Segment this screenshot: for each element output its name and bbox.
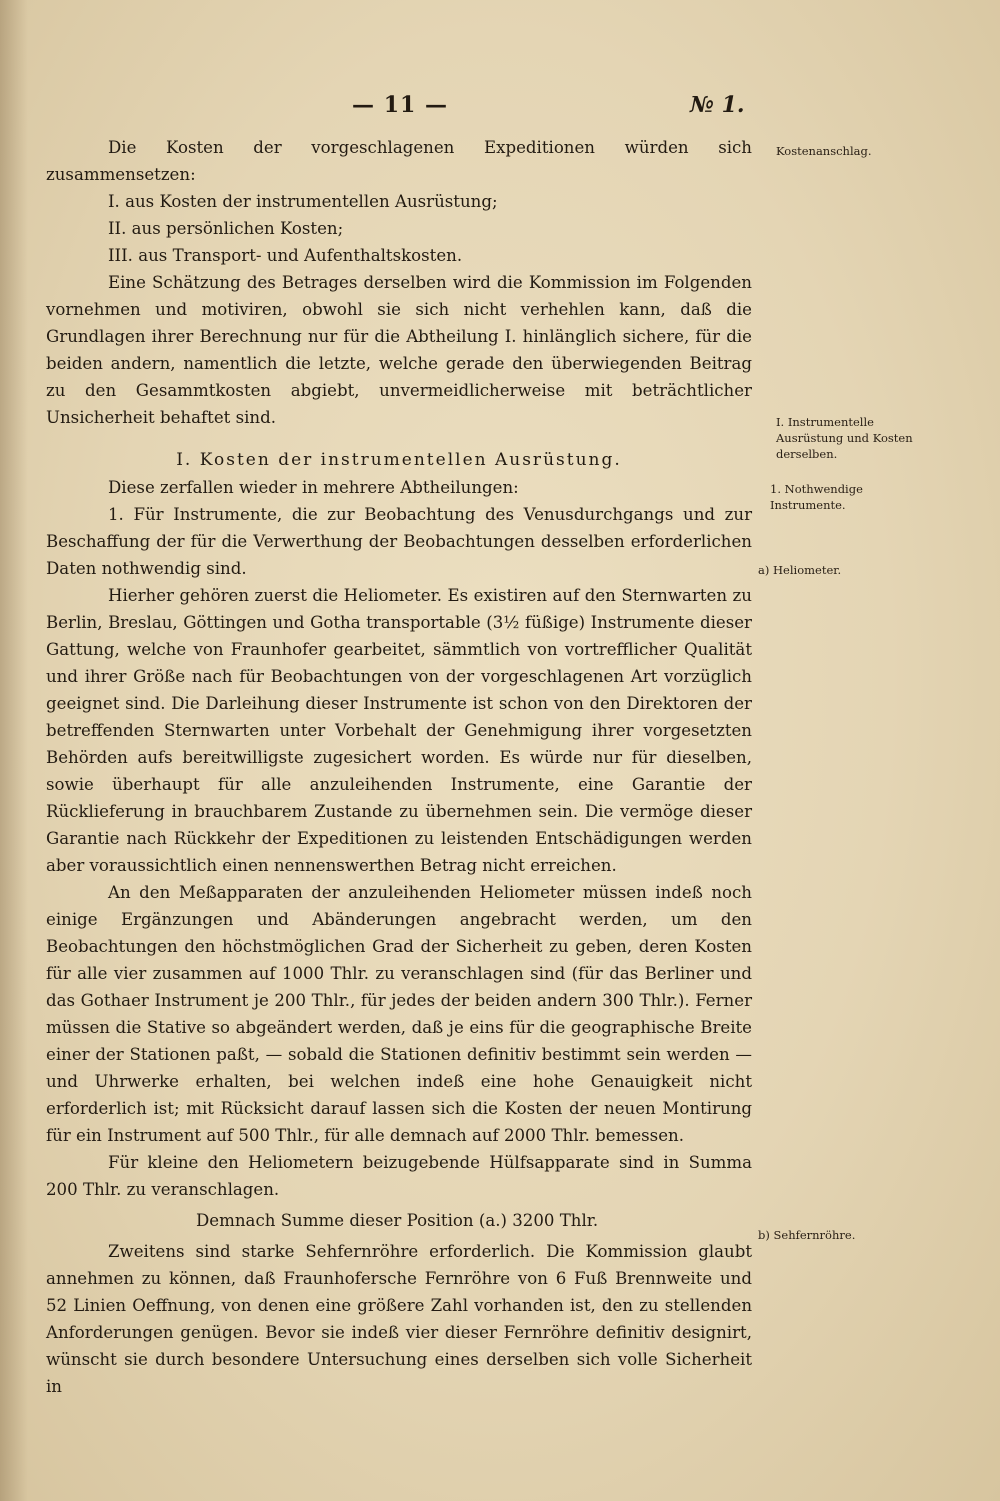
subdivision-paragraph: Diese zerfallen wieder in mehrere Abtheilungen: <box>108 478 519 497</box>
measuring-apparatus-paragraph: An den Meßapparaten der anzuleihenden Heliometer müssen indeß noch einige Ergänzungen und Abänderungen angebracht werden, um den Beobachtungen den höchstmöglichen Grad der Sicherheit zu geben, deren Kosten für alle vier zusammen auf 1000 Thlr. zu veranschlagen sind (für das Berliner und das Gothaer Instrument je 200 Thlr., für jedes der beiden andern 300 Thlr.). Ferner müssen die Stative so abgeändert werden, daß je eins für die geographische Breite einer der Stationen paßt, — sobald die Stationen definitiv bestimmt sein werden — und Uhrwerke erhalten, bei welchen indeß eine hohe Genauigkeit nicht erforderlich ist; mit Rücksicht darauf lassen sich die Kosten der neuen Montirung für ein Instrument auf 500 Thlr., für alle demnach auf 2000 Thlr. bemessen. <box>46 883 752 1145</box>
heliometer-paragraph: Hierher gehören zuerst die Heliometer. Es existiren auf den Sternwarten zu Berlin, Breslau, Göttingen und Gotha transportable (3½ füßige) Instrumente dieser Gattung, welche von Fraunhofer gearbeitet, sämmtlich von vortrefflicher Qualität und ihrer Größe nach für Beobachtungen von der vorgeschlagenen Art vorzüglich geeignet sind. Die Darleihung dieser Instrumente ist schon von den Direktoren der betreffenden Sternwarten unter Vorbehalt der Genehmigung ihrer vorgesetzten Behörden aufs bereitwilligste zugesichert worden. Es würde nur für dieselben, sowie überhaupt für alle anzuleihenden Instrumente, eine Garantie der Rücklieferung in brauchbarem Zustande zu übernehmen sein. Die vermöge dieser Garantie nach Rückkehr der Expeditionen zu leistenden Entschädigungen werden aber voraussichtlich einen nennenswerthen Betrag nicht erreichen. <box>46 586 752 875</box>
main-text <box>46 134 752 1400</box>
telescopes-paragraph: Zweitens sind starke Sehfernröhre erforderlich. Die Kommission glaubt annehmen zu können, daß Fraunhofersche Fernröhre von 6 Fuß Brennweite und 52 Linien Oeffnung, von denen eine größere Zahl vorhanden ist, den zu stellenden Anforderungen genügen. Bevor sie indeß vier dieser Fernröhre definitiv designirt, wünscht sie durch besondere Untersuchung eines derselben sich volle Sicherheit in <box>46 1242 752 1396</box>
page-number: — 11 — <box>352 92 448 118</box>
margin-note-sehfernroehre: b) Sehfernröhre. <box>758 1228 856 1242</box>
cost-list-item-2: II. aus persönlichen Kosten; <box>108 219 344 238</box>
section-heading: I. Kosten der instrumentellen Ausrüstung. <box>176 450 622 470</box>
cost-list-item-1: I. aus Kosten der instrumentellen Ausrüstung; <box>108 192 498 211</box>
intro-paragraph: Die Kosten der vorgeschlagenen Expeditionen würden sich zusammensetzen: <box>46 138 752 184</box>
position-sum: Demnach Summe dieser Position (a.) 3200 Thlr. <box>196 1211 599 1230</box>
auxiliary-apparatus-paragraph: Für kleine den Heliometern beizugebende Hülfsapparate sind in Summa 200 Thlr. zu veranschlagen. <box>46 1153 752 1199</box>
instruments-paragraph: 1. Für Instrumente, die zur Beobachtung des Venusdurchgangs und zur Beschaffung der für die Verwerthung der Beobachtungen desselben erforderlichen Daten nothwendig sind. <box>46 505 752 578</box>
margin-note-instrumentelle-ausruestung: I. Instrumentelle Ausrüstung und Kosten derselben. <box>776 415 913 461</box>
cost-list-item-3: III. aus Transport- und Aufenthaltskosten. <box>108 246 463 265</box>
page-header <box>0 92 1000 122</box>
margin-note-kostenanschlag: Kostenanschlag. <box>776 144 872 158</box>
margin-note-nothwendige-instrumente: 1. Nothwendige Instrumente. <box>770 482 863 512</box>
margin-note-heliometer: a) Heliometer. <box>758 563 842 577</box>
issue-number: № 1. <box>690 92 745 118</box>
page-edge-shadow <box>0 0 28 1501</box>
estimate-paragraph: Eine Schätzung des Betrages derselben wird die Kommission im Folgenden vornehmen und motiviren, obwohl sie sich nicht verhehlen kann, daß die Grundlagen ihrer Berechnung nur für die Abtheilung I. hinlänglich sichere, für die beiden andern, namentlich die letzte, welche gerade den überwiegenden Beitrag zu den Gesammtkosten abgiebt, unvermeidlicherweise mit beträchtlicher Unsicherheit behaftet sind. <box>46 273 752 427</box>
